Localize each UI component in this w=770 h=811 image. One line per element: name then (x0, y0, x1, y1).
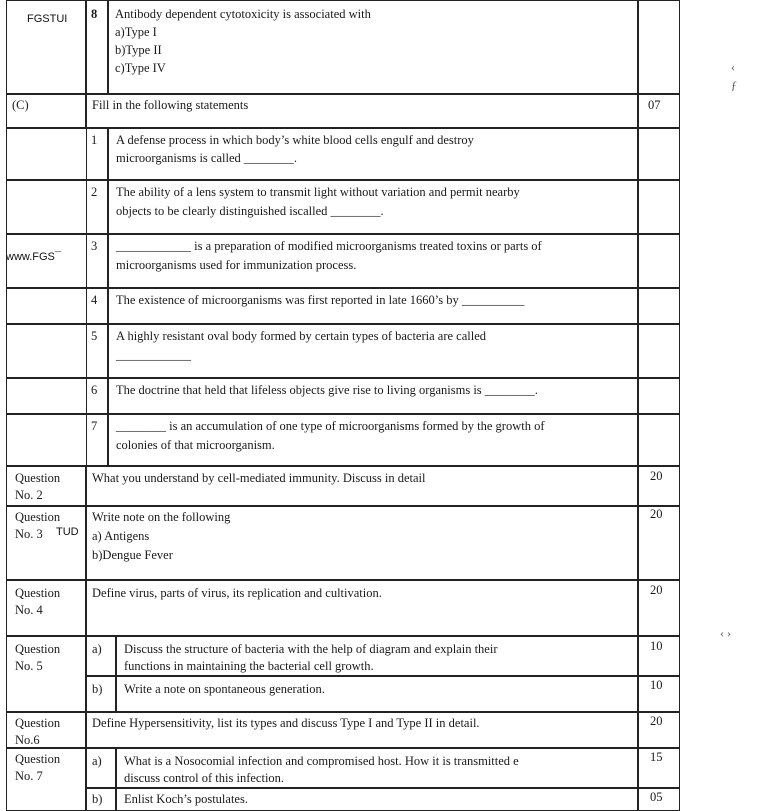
fill-item-number: 7 (91, 419, 98, 433)
question-label: Question (15, 642, 61, 656)
question-text: What is a Nosocomial infection and compromised host. How it is transmitted e (124, 754, 519, 768)
section-c-label: (C) (12, 98, 29, 112)
question-label: Question (15, 752, 61, 766)
mcq-option: a)Type I (115, 25, 157, 39)
fill-item-text: objects to be clearly distinguished iscalled ________. (116, 204, 384, 218)
question-label: Question (15, 716, 61, 730)
fill-item-number: 4 (91, 293, 98, 307)
fill-item-number: 5 (91, 329, 98, 343)
question-label: No. 7 (15, 769, 43, 783)
margin-mark: ‹ › (720, 626, 731, 640)
section-c-marks: 07 (648, 98, 661, 112)
question-text: discuss control of this infection. (124, 771, 285, 785)
question-marks: 10 (650, 639, 663, 653)
question-text: Enlist Koch’s postulates. (124, 792, 248, 806)
fill-marks-cell (638, 234, 680, 288)
question-label: No. 4 (15, 603, 43, 617)
fill-item-text: The ability of a lens system to transmit light without variation and permit nearby (116, 185, 520, 199)
question-subitem: b)Dengue Fever (92, 548, 173, 562)
fill-item-text: microorganisms used for immunization process. (116, 258, 357, 272)
question-label: Question (15, 586, 61, 600)
mcq-option: b)Type II (115, 43, 162, 57)
fill-marks-cell (638, 128, 680, 180)
question-marks: 20 (650, 507, 663, 521)
item-number: 8 (91, 7, 98, 21)
question-part-label: a) (92, 642, 102, 656)
fill-item-number: 1 (91, 133, 98, 147)
fill-item-text: ____________ is a preparation of modified microorganisms treated toxins or parts of (116, 239, 542, 253)
question-label: No.6 (15, 733, 40, 747)
question-marks: 20 (650, 469, 663, 483)
mcq-option: c)Type IV (115, 61, 166, 75)
question-part-label: b) (92, 792, 103, 806)
question-label: No. 5 (15, 659, 43, 673)
watermark-url: www.FGS¯ (6, 251, 61, 263)
watermark-tud: TUD (56, 526, 79, 538)
question-subitem: a) Antigens (92, 529, 150, 543)
section-c-title: Fill in the following statements (92, 98, 249, 112)
question-part-label: b) (92, 682, 103, 696)
question-label: No. 3 (15, 527, 43, 541)
fill-item-number: 3 (91, 239, 98, 253)
question-label: No. 2 (15, 488, 43, 502)
fill-marks-cell (638, 378, 680, 414)
question-marks: 10 (650, 678, 663, 692)
fill-item-text: The existence of microorganisms was first reported in late 1660’s by __________ (116, 293, 525, 307)
fill-marks-cell (638, 288, 680, 324)
watermark-fgstui: FGSTUI (27, 13, 68, 25)
question-marks: 20 (650, 583, 663, 597)
fill-marks-cell (638, 414, 680, 466)
fill-item-text: colonies of that microorganism. (116, 438, 275, 452)
margin-mark: ƒ (731, 78, 737, 92)
question-part-label: a) (92, 754, 102, 768)
question-text: Write note on the following (92, 510, 231, 524)
fill-marks-cell (638, 324, 680, 378)
question-marks: 05 (650, 790, 663, 804)
fill-item-text: ____________ (116, 348, 191, 362)
question-text: Write a note on spontaneous generation. (124, 682, 325, 696)
margin-mark: ‹ (731, 60, 735, 74)
question-text: What you understand by cell-mediated immunity. Discuss in detail (92, 471, 426, 485)
question-text: Define virus, parts of virus, its replication and cultivation. (92, 586, 382, 600)
question-text: Discuss the structure of bacteria with the help of diagram and explain their (124, 642, 498, 656)
fill-item-text: The doctrine that held that lifeless objects give rise to living organisms is ________. (116, 383, 538, 397)
question-marks: 20 (650, 714, 663, 728)
fill-item-number: 2 (91, 185, 98, 199)
question-text: Define Hypersensitivity, list its types and discuss Type I and Type II in detail. (92, 716, 480, 730)
fill-marks-cell (638, 180, 680, 234)
fill-item-text: ________ is an accumulation of one type of microorganisms formed by the growth of (116, 419, 545, 433)
fill-item-text: A defense process in which body’s white blood cells engulf and destroy (116, 133, 474, 147)
fill-item-text: microorganisms is called ________. (116, 151, 297, 165)
question-marks: 15 (650, 750, 663, 764)
question-label: Question (15, 471, 61, 485)
fill-item-number: 6 (91, 383, 98, 397)
question-label: Question (15, 510, 61, 524)
row-8-marks-cell (638, 0, 680, 94)
row-8-label-cell (6, 0, 86, 94)
fill-item-text: A highly resistant oval body formed by certain types of bacteria are called (116, 329, 487, 343)
mcq-question: Antibody dependent cytotoxicity is associated with (115, 7, 371, 21)
question-text: functions in maintaining the bacterial cell growth. (124, 659, 374, 673)
